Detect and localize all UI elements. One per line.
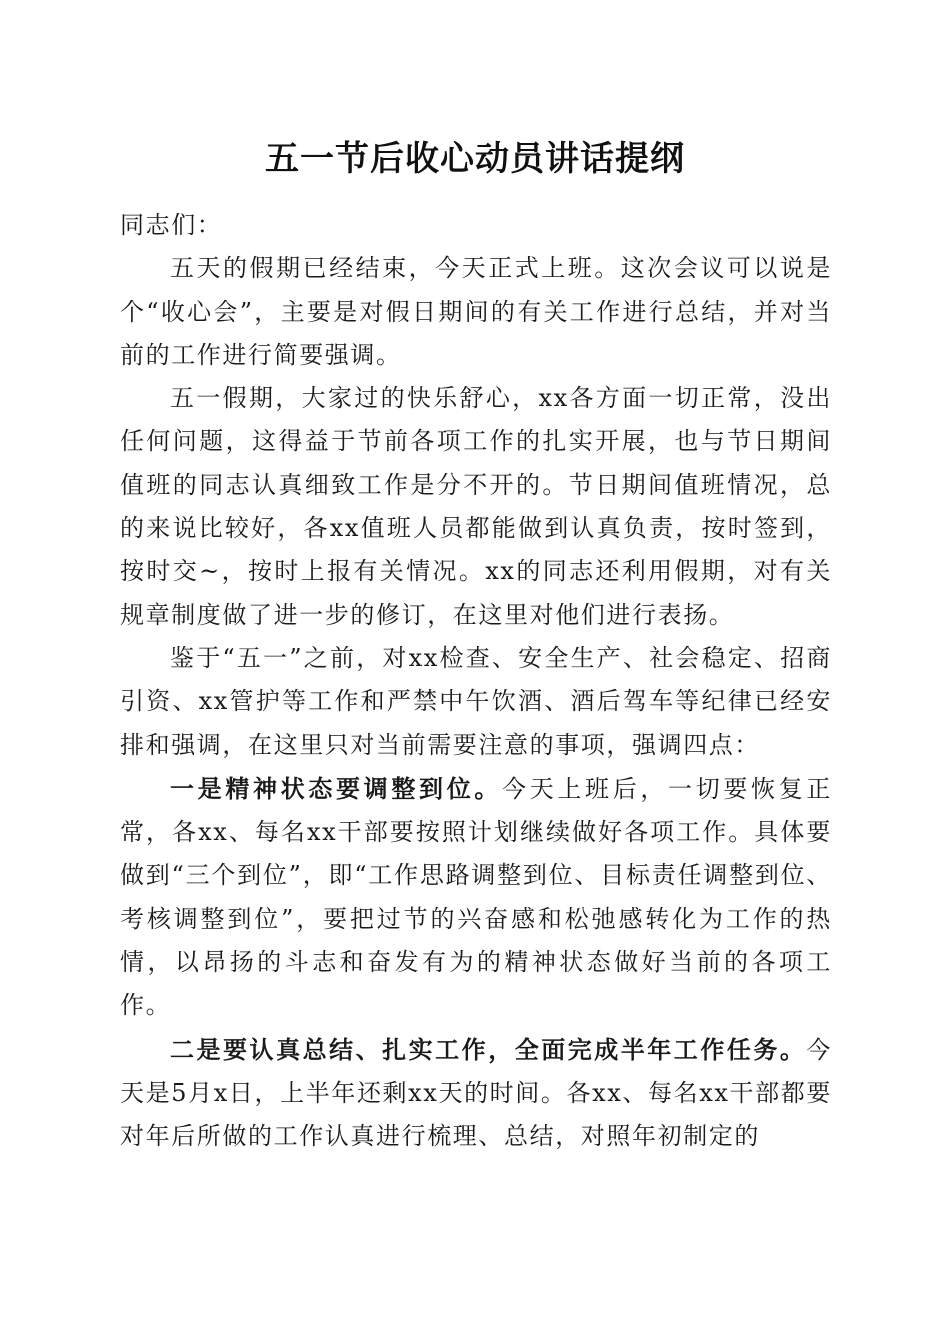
salutation: 同志们： (120, 211, 223, 239)
paragraph-2 (120, 377, 832, 637)
paragraph-lead: 二是要认真总结、扎实工作，全面完成半年工作任务。 (170, 1034, 807, 1064)
paragraph-4 (120, 767, 832, 1028)
paragraph-text: 鉴于“五一”之前，对xx检查、安全生产、社会稳定、招商引资、xx管护等工作和严禁中午饮酒、酒后驾车等纪律已经安排和强调，在这里只对当前需要注意的事项，强调四点： (120, 643, 832, 759)
document-title: 五一节后收心动员讲话提纲 (265, 139, 685, 179)
paragraph-text: 今天是5月x日，上半年还剩xx天的时间。各xx、每名xx干部都要对年后所做的工作认真进行梳理、总结，对照年初制定的 (120, 1035, 832, 1151)
paragraph-5 (120, 1028, 832, 1159)
paragraph-text: 五一假期，大家过的快乐舒心，xx各方面一切正常，没出任何问题，这得益于节前各项工作的扎实开展，也与节日期间值班的同志认真细致工作是分不开的。节日期间值班情况，总的来说比较好，各xx值班人员都能做到认真负责，按时签到，按时交~，按时上报有关情况。xx的同志还利用假期，对有关规章制度做了进一步的修订，在这里对他们进行表扬。 (120, 384, 832, 629)
document-body (120, 204, 832, 1159)
paragraph-text: 今天上班后，一切要恢复正常，各xx、每名xx干部要按照计划继续做好各项工作。具体要做到“三个到位”，即“工作思路调整到位、目标责任调整到位、考核调整到位”，要把过节的兴奋感和松弛感转化为工作的热情，以昂扬的斗志和奋发有为的精神状态做好当前的各项工作。 (120, 774, 832, 1020)
paragraph-1 (120, 247, 832, 377)
paragraph-lead: 一是精神状态要调整到位。 (170, 773, 503, 803)
paragraph-3 (120, 637, 832, 767)
paragraph-text: 五天的假期已经结束，今天正式上班。这次会议可以说是个“收心会”，主要是对假日期间的有关工作进行总结，并对当前的工作进行简要强调。 (120, 254, 832, 369)
